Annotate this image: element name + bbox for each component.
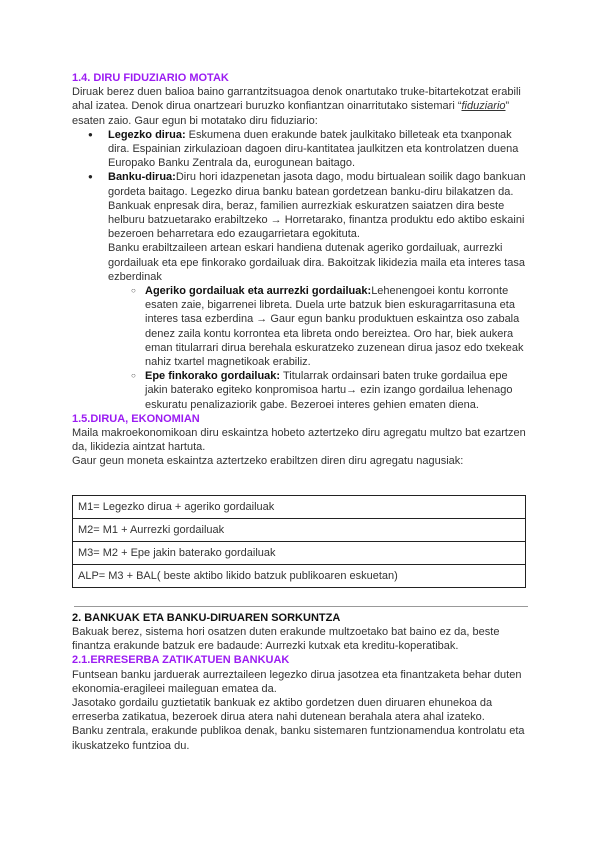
section-heading-1-5: 1.5.DIRUA, EKONOMIAN xyxy=(72,412,200,425)
section-heading-1-4: 1.4. DIRU FIDUZIARIO MOTAK xyxy=(72,72,229,84)
intro-text-end: ” esaten zaio. Gaur egun bi motatako diru fiduziario: xyxy=(72,100,510,127)
ageriko-label: Ageriko gordailuak eta aurrezki gordailuak: xyxy=(145,285,372,298)
section-heading-2: 2. BANKUAK ETA BANKU-DIRUAREN SORKUNTZA xyxy=(72,611,341,624)
list-item-legezko xyxy=(72,128,530,171)
table-cell: M2= M1 + Aurrezki gordailuak xyxy=(73,518,526,541)
table-cell: ALP= M3 + BAL( beste aktibo likido batzuk publikoaren eskuetan) xyxy=(73,564,526,587)
intro-paragraph xyxy=(72,85,530,128)
table-row xyxy=(73,541,526,564)
banku-label: Banku-dirua: xyxy=(108,171,176,184)
list-item-epe xyxy=(72,369,530,412)
banku-paragraph-2: Bankuak enpresak dira, beraz, familien aurrezkiak eskuratzen saiatzen dira beste helburu batzuetarako erabiltzeko → Horretarako, finantza produktu edo aktibo eskaini bezeroen beharretara edo ezaugarrietara egokituta. xyxy=(108,199,525,241)
table-row xyxy=(73,518,526,541)
table-row xyxy=(73,564,526,587)
banku-text: Diru hori idazpenetan jasota dago, modu birtualean soilik dago bankuan gordeta baitago. Legezko dirua banku batean gordetzean banku-diru bilakatzen da. xyxy=(108,171,526,198)
s15-paragraph-1: Maila makroekonomikoan diru eskaintza hobeto aztertzeko diru agregatu multzo bat ezartzen da, likidezia aintzat hartuta. xyxy=(72,427,526,454)
table-row xyxy=(73,495,526,518)
document-content xyxy=(72,71,530,753)
table-cell: M1= Legezko dirua + ageriko gordailuak xyxy=(73,495,526,518)
s21-paragraph-2: Jasotako gordailu guztietatik bankuak ez aktibo gordetzen duen diruaren ehunekoa da erreserba zatikatua, bezeroek dirua atera nahi dutenean berahala atera ahal izateko. xyxy=(72,696,493,724)
deposit-types-list xyxy=(72,284,530,412)
s21-paragraph-1: Funtsean banku jarduerak aurreztaileen legezko dirua jasotzea eta finantzaketa behar duten ekonomia-eragileei maileguan ematea da. xyxy=(72,668,522,695)
s2-paragraph-1: Bakuak berez, sistema hori osatzen duten erakunde multzoetako bat baino ez da, beste finantza erakunde batzuk ere badaude: Aurrezki kutxak eta kreditu-koperatibak. xyxy=(72,625,500,653)
legezko-text: Eskumena duen erakunde batek jaulkitako billeteak eta txanponak dira. Espainian zirkulazioan dagoen diru-kantitatea jaulkitzen eta kontrolatzen duena Europako Banku Zentrala da, eurogunean baitago. xyxy=(108,128,519,170)
section-heading-2-1: 2.1.ERRESERBA ZATIKATUEN BANKUAK xyxy=(72,654,290,667)
legezko-label: Legezko dirua: xyxy=(108,128,186,141)
list-item-banku xyxy=(72,170,530,198)
s21-paragraph-3: Banku zentrala, erakunde publikoa denak, banku sistemaren funtzionamendua kontrolatu eta ikuskatzeko funtzioa du. xyxy=(72,725,525,752)
fiduziario-term: fiduziario xyxy=(461,100,506,113)
horizontal-divider xyxy=(74,606,528,607)
list-item-ageriko xyxy=(72,284,530,369)
intro-text: Diruak berez duen balioa baino garrantzitsuagoa denok onartutako truke-bitartekotzat erabili ahal izatea. Denok dirua onartzeari buruzko konfiantzan oinarritutako sistemari “ xyxy=(72,86,521,113)
s15-paragraph-2: Gaur geun moneta eskaintza aztertzeko erabiltzen diren diru agregatu nagusiak: xyxy=(72,455,464,468)
ageriko-text: Lehenengoei kontu korronte esaten zaie, bigarrenei libreta. Duela urte batzuk bien eskuragarritasuna eta interes tasa ezberdina → Gaur egun banku produktuen eskaintza oso zabala denez zaila kontu korrontea eta libreta ondo bereiztea. Oro har, biek aukera eman titularrari dirua berehala eskuratzeko zuzenean dirua jasoz edo txekeak nahiz txartel magnetikoak erabiliz. xyxy=(145,285,524,369)
money-types-list xyxy=(72,128,530,199)
epe-label: Epe finkorako gordailuak: xyxy=(145,370,281,383)
epe-text: Titularrak ordainsari baten truke gordailua epe jakin baterako egiteko konpromisoa hartu→ ezin izango gordailua lehenago eskuratu penalizaziorik gabe. Bezeroei interes gehien ematen diena. xyxy=(145,370,513,411)
money-aggregates-table xyxy=(72,495,526,588)
banku-paragraph-3: Banku erabiltzaileen artean eskari handiena dutenak ageriko gordailuak, aurrezki gordailuak eta epe finkorako gordailuak dira. Bakoitzak likidezia maila eta interes tasa ezberdinak xyxy=(108,242,526,283)
table-cell: M3= M2 + Epe jakin baterako gordailuak xyxy=(73,541,526,564)
